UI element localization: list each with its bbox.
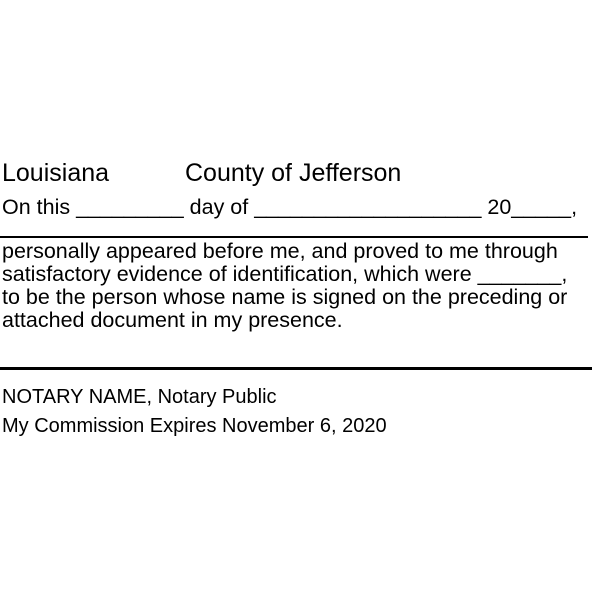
body-line-2: satisfactory evidence of identification, which were _______, (2, 262, 568, 286)
commission-expiry: My Commission Expires November 6, 2020 (2, 415, 387, 437)
state-label: Louisiana (2, 159, 110, 187)
date-line: On this _________ day of ___________________ 20_____, (2, 195, 578, 219)
body-line-3: to be the person whose name is signed on the preceding or (2, 285, 568, 309)
notary-name: NOTARY NAME, Notary Public (2, 386, 277, 408)
body-line-4: attached document in my presence. (2, 308, 343, 332)
body-line-1: personally appeared before me, and proved to me through (2, 239, 558, 263)
county-label: County of Jefferson (185, 159, 402, 187)
signature-line (0, 367, 592, 370)
name-blank-line (0, 236, 588, 238)
